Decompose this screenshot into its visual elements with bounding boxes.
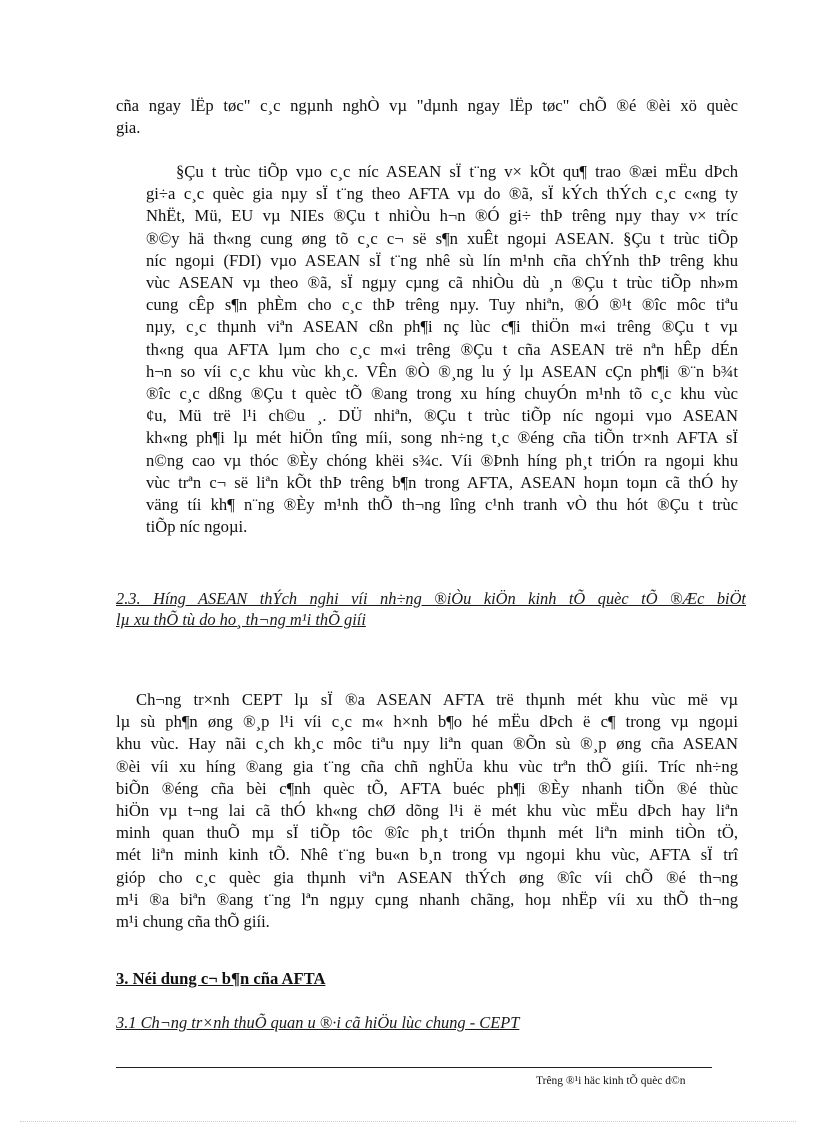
text-line: minh quan thuÕ mµ sÏ tiÕp tôc ®îc ph¸t triÓn thµnh mét liªn minh tiÒn tÖ, [116,823,738,843]
heading-line: lµ xu thÕ tù do ho¸ th¬ng m¹i thÕ giíi [116,610,366,629]
text-line: cung cÊp s¶n phÈm cho c¸c thÞ trêng nµy. Tuy nhiªn, ®Ó ®¹t ®îc môc tiªu [146,295,738,315]
text-line: khu vùc. Hay nãi c¸ch kh¸c môc tiªu nµy liªn quan ®Õn sù ®¸p øng cña ASEAN [116,734,738,754]
text-line: §Çu t trùc tiÕp vµo c¸c níc ASEAN sÏ t¨ng v× kÕt qu¶ trao ®æi mËu dÞch [176,162,738,181]
text-line: h¬n so víi c¸c khu vùc kh¸c. VÊn ®Ò ®¸ng lu ý lµ ASEAN cÇn ph¶i ®¨n b¾t [146,361,738,381]
page-bottom-edge [20,1121,796,1122]
section-heading-3-1: 3.1 Ch¬ng tr×nh thuÕ quan u ®·i cã hiÖu lùc chung - CEPT [116,1013,520,1032]
section-heading-2-3 [116,588,746,630]
text-line: gi÷a c¸c quèc gia nµy sÏ t¨ng theo AFTA vµ do ®ã, sÏ kÝch thÝch c¸c c«ng ty [146,184,738,204]
text-line: kh«ng ph¶i lµ mét hiÖn tîng míi, song nh÷ng t¸c ®éng cña tiÕn tr×nh AFTA sÏ [146,428,738,448]
footer-university-name: Trêng ®¹i häc kinh tÕ quèc d©n [536,1075,686,1087]
paragraph-fdi [116,161,738,538]
text-line: väng tíi kh¶ n¨ng ®Èy m¹nh thÕ th¬ng lîng c¹nh tranh vÒ thu hót ®Çu t trùc [146,495,738,515]
text-line: m¹i ®a biªn ®ang t¨ng lªn ngµy cµng nhanh chãng, hoµ nhËp víi xu thÕ th¬ng [116,889,738,909]
text-line: n©ng cao vµ thóc ®Èy chóng khëi s¾c. Víi ®Þnh híng ph¸t triÓn ra ngoµi khu [146,450,738,470]
section-heading-3: 3. Néi dung c¬ b¶n cña AFTA [116,969,326,988]
text-line: m¹i chung cña thÕ giíi. [116,912,270,932]
text-line: biÕn ®éng cña bèi c¶nh quèc tÕ, AFTA buéc ph¶i ®Èy nhanh tiÕn ®é thùc [116,778,738,798]
paragraph-intro-continuation [116,95,738,139]
text-line: níc ngoµi (FDI) vµo ASEAN sÏ t¨ng nhê sù lín m¹nh cña chÝnh thÞ trêng khu [146,250,738,270]
text-line: vùc trªn c¬ së liªn kÕt thÞ trêng b¶n trong AFTA, ASEAN hoµn toµn cã thÓ hy [146,472,738,492]
text-line: hiÖn vµ t¬ng lai cã thÓ kh«ng chØ dõng l¹i ë mét khu vùc mËu dÞch hay liªn [116,801,738,821]
text-line: gia. [116,118,141,138]
text-line: cña ngay lËp tøc" c¸c ngµnh nghÒ vµ "dµnh ngay lËp tøc" chÕ ®é ®èi xö quèc [116,96,738,115]
text-line: NhËt, Mü, EU vµ NIEs ®Çu t nhiÒu h¬n ®Ó gi÷ thÞ trêng nµy thay v× tríc [146,206,738,226]
text-line: ®©y hä th«ng cung øng tõ c¸c c¬ së s¶n xuÊt ngoµi ASEAN. §Çu t trùc tiÕp [146,228,738,248]
text-line: Ch¬ng tr×nh CEPT lµ sÏ ®a ASEAN AFTA trë thµnh mét khu vùc më vµ [136,690,738,709]
text-line: nµy, c¸c thµnh viªn ASEAN cßn ph¶i nç lùc c¶i thiÖn m«i trêng ®Çu t vµ [146,317,738,337]
footer-divider [116,1067,712,1068]
text-line: ®îc c¸c dßng ®Çu t quèc tÕ ®ang trong xu híng chuyÓn m¹nh tõ c¸c khu vùc [146,384,738,404]
text-line: ®èi víi xu híng ®ang gia t¨ng cña chñ nghÜa khu vùc trªn thÕ giíi. Tríc nh÷ng [116,756,738,776]
text-line: ¢u, Mü trë l¹i ch©u ¸. DÜ nhiªn, ®Çu t trùc tiÕp níc ngoµi vµo ASEAN [146,406,738,426]
text-line: gióp cho c¸c quèc gia thµnh viªn ASEAN thÝch øng ®îc víi chÕ ®é th¬ng [116,867,738,887]
text-line: tiÕp níc ngoµi. [146,517,248,537]
text-line: th«ng qua AFTA lµm cho c¸c m«i trêng ®Çu t cña ASEAN trë nªn hÊp dÉn [146,339,738,359]
text-line: lµ sù ph¶n øng ®¸p l¹i víi c¸c m« h×nh b¶o hé mËu dÞch ë c¶ trong vµ ngoµi [116,712,738,732]
text-line: mét liªn minh kinh tÕ. Nhê t¨ng bu«n b¸n trong vµ ngoµi khu vùc, AFTA sÏ trî [116,845,738,865]
text-line: vùc ASEAN vµ theo ®ã, sÏ ngµy cµng cã nhiÒu dù ¸n ®Çu t trùc tiÕp nh»m [146,273,738,293]
paragraph-cept [116,689,738,933]
heading-line: 2.3. Híng ASEAN thÝch nghi víi nh÷ng ®iÒu kiÖn kinh tÕ quèc tÕ ®Æc biÖt [116,589,746,608]
